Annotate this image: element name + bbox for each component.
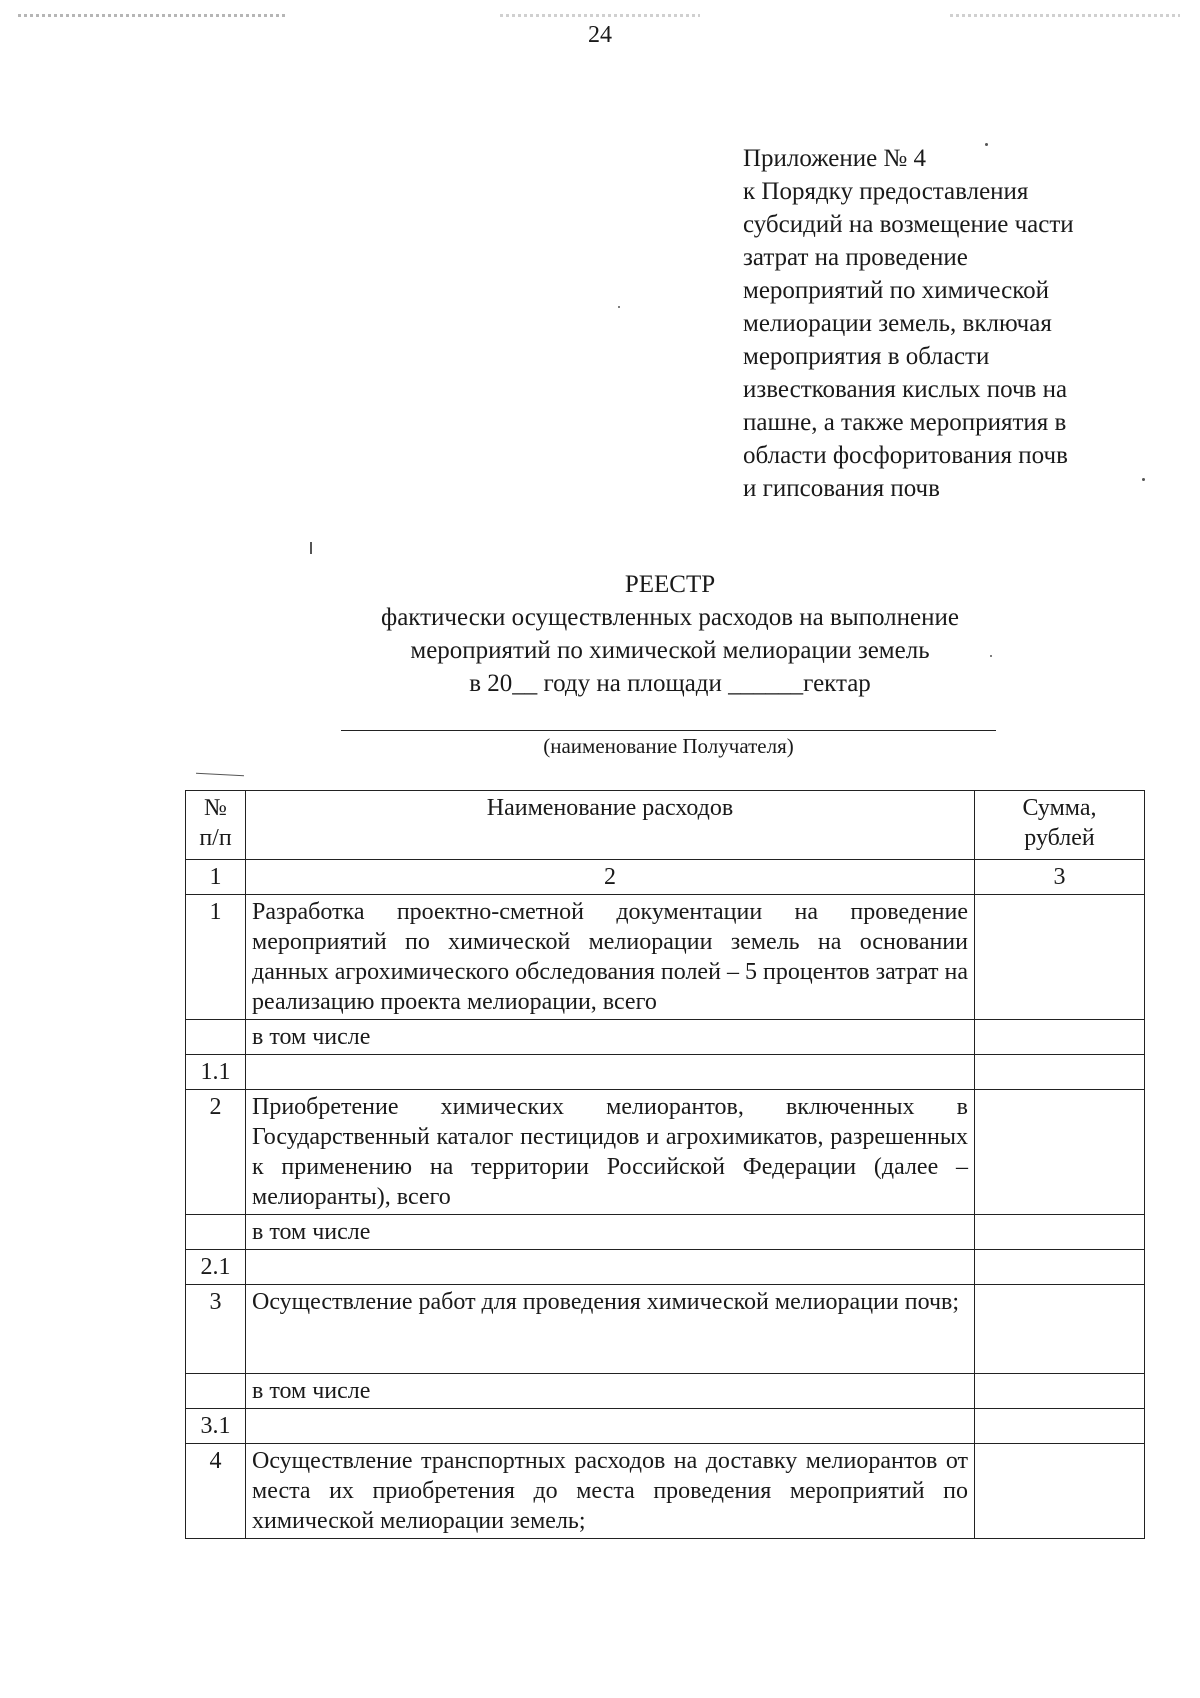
row-number: 4 bbox=[186, 1444, 246, 1539]
row-sum-cell bbox=[975, 1055, 1145, 1090]
page-number: 24 bbox=[588, 22, 612, 48]
row-sum-cell bbox=[975, 1444, 1145, 1539]
header-number: № п/п bbox=[186, 791, 246, 860]
row-sum-cell bbox=[975, 1250, 1145, 1285]
column-number: 1 bbox=[186, 860, 246, 895]
row-sum-cell bbox=[975, 895, 1145, 1020]
row-number bbox=[186, 1215, 246, 1250]
row-number: 3 bbox=[186, 1285, 246, 1374]
appendix-line: и гипсования почв bbox=[743, 475, 940, 502]
row-number: 2.1 bbox=[186, 1250, 246, 1285]
scan-artifact-center bbox=[500, 14, 700, 17]
table-row bbox=[186, 1444, 1145, 1539]
table-row bbox=[186, 1285, 1145, 1374]
table-row bbox=[186, 1409, 1145, 1444]
table-row bbox=[186, 895, 1145, 1020]
row-number: 2 bbox=[186, 1090, 246, 1215]
table-row bbox=[186, 1020, 1145, 1055]
row-number bbox=[186, 1020, 246, 1055]
row-sum-cell bbox=[975, 1374, 1145, 1409]
row-expense-name: Осуществление транспортных расходов на доставку мелиорантов от места их приобретения до места проведения мероприятий по химической мелиорации земель; bbox=[246, 1444, 975, 1539]
row-number: 3.1 bbox=[186, 1409, 246, 1444]
appendix-line: Приложение № 4 bbox=[743, 145, 927, 172]
appendix-line: мелиорации земель, включая bbox=[743, 310, 1052, 337]
row-expense-name: в том числе bbox=[246, 1020, 975, 1055]
scan-artifact-left bbox=[18, 14, 288, 17]
table-header-row bbox=[186, 791, 1145, 860]
appendix-line: мероприятия в области bbox=[743, 343, 990, 370]
table-row bbox=[186, 1374, 1145, 1409]
row-sum-cell bbox=[975, 1020, 1145, 1055]
appendix-line: пашне, а также мероприятия в bbox=[743, 409, 1067, 436]
row-number: 1.1 bbox=[186, 1055, 246, 1090]
row-expense-name: в том числе bbox=[246, 1374, 975, 1409]
scan-artifact-right bbox=[950, 14, 1180, 17]
registry-subtitle-line: в 20__ году на площади ______гектар bbox=[469, 670, 871, 697]
column-number-row bbox=[186, 860, 1145, 895]
scan-speck bbox=[310, 542, 312, 554]
appendix-line: известкования кислых почв на bbox=[743, 376, 1068, 403]
registry-title bbox=[0, 568, 1200, 700]
appendix-line: мероприятий по химической bbox=[743, 277, 1049, 304]
column-number: 2 bbox=[246, 860, 975, 895]
row-sum-cell bbox=[975, 1090, 1145, 1215]
row-expense-name: Приобретение химических мелиорантов, включенных в Государственный каталог пестицидов и агрохимикатов, разрешенных к применению на территории Российской Федерации (далее – мелиоранты), всего bbox=[246, 1090, 975, 1215]
scan-speck bbox=[985, 143, 988, 146]
row-sum-cell bbox=[975, 1215, 1145, 1250]
appendix-line: субсидий на возмещение части bbox=[743, 211, 1074, 238]
registry-subtitle-line: мероприятий по химической мелиорации земель bbox=[410, 637, 930, 664]
row-expense-name bbox=[246, 1055, 975, 1090]
row-expense-name bbox=[246, 1250, 975, 1285]
header-expense-name: Наименование расходов bbox=[246, 791, 975, 860]
row-expense-name: Разработка проектно-сметной документации на проведение мероприятий по химической мелиорации земель на основании данных агрохимического обследования полей – 5 процентов затрат на реализацию проекта мелиорации, всего bbox=[246, 895, 975, 1020]
registry-heading: РЕЕСТР bbox=[624, 571, 716, 598]
table-row bbox=[186, 1215, 1145, 1250]
scan-speck bbox=[618, 306, 620, 308]
row-number bbox=[186, 1374, 246, 1409]
row-expense-name: Осуществление работ для проведения химической мелиорации почв; bbox=[246, 1285, 975, 1374]
table-row bbox=[186, 1090, 1145, 1215]
recipient-caption: (наименование Получателя) bbox=[543, 734, 794, 758]
table-row bbox=[186, 1055, 1145, 1090]
column-number: 3 bbox=[975, 860, 1145, 895]
scan-dash-mark bbox=[196, 773, 244, 777]
recipient-name-line bbox=[341, 730, 996, 731]
appendix-line: затрат на проведение bbox=[743, 244, 968, 271]
row-expense-name bbox=[246, 1409, 975, 1444]
row-number: 1 bbox=[186, 895, 246, 1020]
scan-speck bbox=[1142, 478, 1145, 481]
row-sum-cell bbox=[975, 1285, 1145, 1374]
header-sum: Сумма, рублей bbox=[975, 791, 1145, 860]
table-row bbox=[186, 1250, 1145, 1285]
expenses-table bbox=[185, 790, 1145, 1539]
row-sum-cell bbox=[975, 1409, 1145, 1444]
appendix-line: к Порядку предоставления bbox=[743, 178, 1029, 205]
row-expense-name: в том числе bbox=[246, 1215, 975, 1250]
appendix-line: области фосфоритования почв bbox=[743, 442, 1068, 469]
registry-subtitle-line: фактически осуществленных расходов на выполнение bbox=[381, 604, 959, 631]
appendix-note bbox=[743, 142, 1163, 505]
